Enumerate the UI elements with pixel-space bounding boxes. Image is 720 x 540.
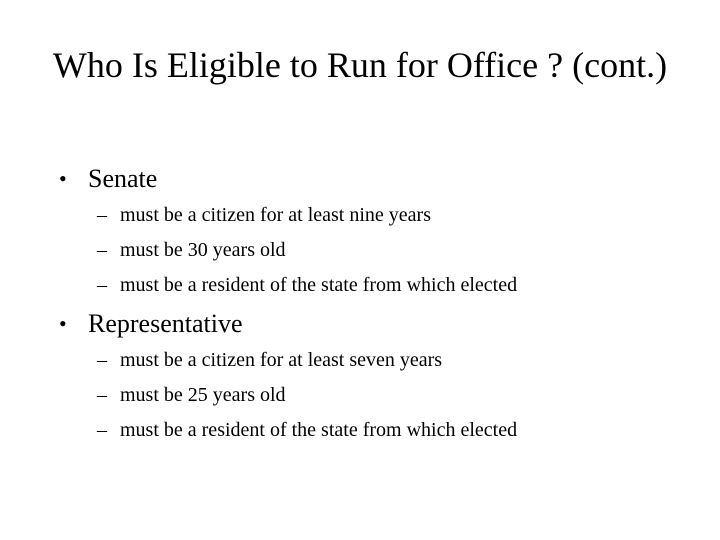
senate-requirements-list bbox=[0, 198, 720, 303]
senate-heading-row bbox=[0, 160, 720, 198]
senate-section bbox=[0, 160, 720, 303]
requirement-text: must be 25 years old bbox=[120, 384, 286, 406]
bullet-icon: • bbox=[59, 166, 67, 191]
bullet-icon: • bbox=[59, 311, 67, 336]
representative-requirements-list bbox=[0, 343, 720, 448]
dash-icon: – bbox=[97, 239, 107, 261]
dash-icon: – bbox=[97, 419, 107, 441]
list-item bbox=[0, 413, 720, 448]
list-item bbox=[0, 233, 720, 268]
requirement-text: must be a resident of the state from which elected bbox=[120, 274, 518, 296]
slide-title: Who Is Eligible to Run for Office ? (cont.) bbox=[52, 45, 668, 85]
list-item bbox=[0, 343, 720, 378]
requirement-text: must be 30 years old bbox=[120, 239, 286, 261]
requirement-text: must be a resident of the state from which elected bbox=[120, 419, 518, 441]
senate-heading: Senate bbox=[88, 164, 158, 193]
requirement-text: must be a citizen for at least nine years bbox=[120, 204, 431, 226]
list-item bbox=[0, 268, 720, 303]
list-item bbox=[0, 378, 720, 413]
dash-icon: – bbox=[97, 274, 107, 296]
list-item bbox=[0, 198, 720, 233]
representative-heading: Representative bbox=[88, 309, 243, 338]
requirement-text: must be a citizen for at least seven years bbox=[120, 349, 443, 371]
representative-section bbox=[0, 305, 720, 448]
representative-heading-row bbox=[0, 305, 720, 343]
dash-icon: – bbox=[97, 349, 107, 371]
dash-icon: – bbox=[97, 384, 107, 406]
dash-icon: – bbox=[97, 204, 107, 226]
